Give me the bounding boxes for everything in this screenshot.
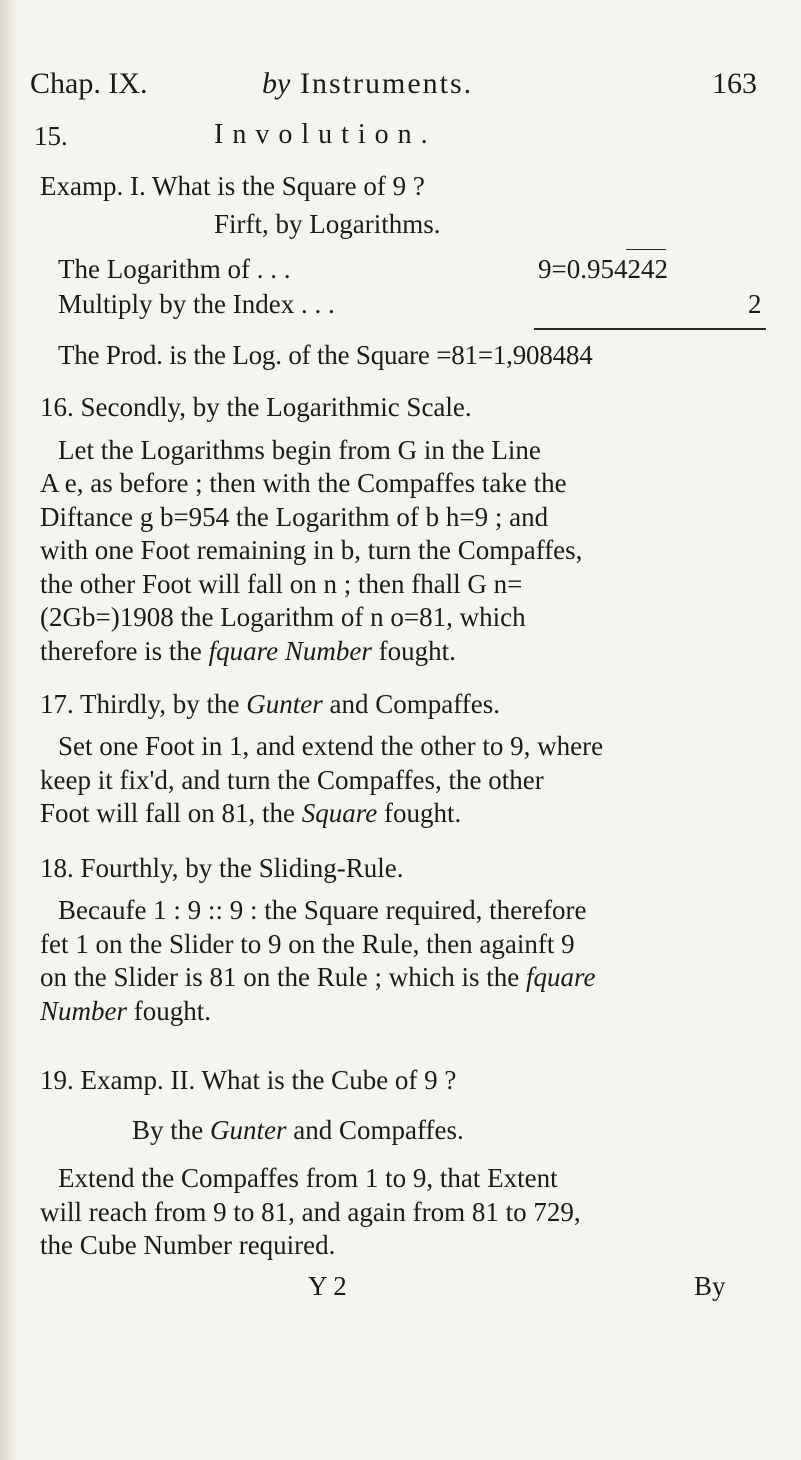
page-number: 163 [712, 67, 757, 100]
section16-line: (2Gb=)1908 the Logarithm of n o=81, which [40, 602, 526, 632]
section16-line: A e, as before ; then with the Compaffes take the [40, 468, 567, 498]
section16-heading: 16. Secondly, by the Logarithmic Scale. [40, 392, 472, 422]
section16-last-pre: therefore is the [40, 636, 202, 666]
section17-line: keep it fix'd, and turn the Compaffes, the other [40, 765, 544, 795]
example1-result: The Prod. is the Log. of the Square =81=1,908484 [58, 340, 593, 370]
section19-line: the Cube Number required. [40, 1230, 336, 1260]
section18-line3 [40, 961, 595, 993]
section17-heading-post: and Compaffes. [329, 689, 500, 719]
section16-last-post: fought. [378, 636, 456, 666]
section19-sub-pre: By the [132, 1115, 204, 1145]
section17-line: Set one Foot in 1, and extend the other to 9, where [58, 731, 604, 761]
catchword: By [694, 1271, 726, 1301]
section16-line: Let the Logarithms begin from G in the Line [58, 435, 541, 465]
running-header-chapter: Chap. IX. [30, 67, 148, 100]
section16-last-italic: fquare Number [208, 636, 372, 666]
sum-rule [534, 328, 766, 330]
section19-sub-post: and Compaffes. [293, 1115, 464, 1145]
section17-last-line [40, 797, 461, 829]
signature-mark: Y 2 [308, 1271, 347, 1301]
section18-line4-post: fought. [133, 996, 211, 1026]
section-number-15: 15. [34, 121, 68, 151]
section17-last-post: fought. [383, 798, 462, 828]
section19-line: will reach from 9 to 81, and again from 81 to 729, [40, 1197, 581, 1227]
section17-last-italic: Square [301, 798, 378, 828]
section19-heading: 19. Examp. II. What is the Cube of 9 ? [40, 1065, 457, 1095]
section18-line4 [40, 995, 211, 1027]
section18-line3-pre: on the Slider is 81 on the Rule ; which is the [40, 962, 520, 992]
section17-heading-italic: Gunter [246, 689, 323, 719]
section19-subhead [132, 1114, 464, 1146]
page-gutter-shadow [0, 0, 18, 1460]
section17-last-pre: Foot will fall on 81, the [40, 798, 295, 828]
section18-line: Becaufe 1 : 9 :: 9 : the Square required, therefore [58, 895, 587, 925]
section-title: Involution. [214, 119, 437, 150]
section19-sub-italic: Gunter [210, 1115, 287, 1145]
section17-heading [40, 688, 500, 720]
section18-line: fet 1 on the Slider to 9 on the Rule, then againft 9 [40, 929, 575, 959]
example1-subhead: Firft, by Logarithms. [214, 209, 441, 239]
running-header-by: by [262, 67, 291, 100]
section18-line4-italic: Number [40, 996, 127, 1026]
section16-line: Diftance g b=954 the Logarithm of b h=9 ; and [40, 502, 549, 532]
example1-row1-label: The Logarithm of . . . [58, 254, 291, 284]
section16-line: with one Foot remaining in b, turn the Compaffes, [40, 535, 583, 565]
section17-heading-pre: 17. Thirdly, by the [40, 689, 240, 719]
section16-last-line [40, 635, 456, 667]
short-rule [626, 249, 666, 250]
section18-heading: 18. Fourthly, by the Sliding-Rule. [40, 853, 404, 883]
example1-row1-value: 9=0.954242 [538, 254, 668, 284]
example1-question: Examp. I. What is the Square of 9 ? [40, 171, 425, 201]
section18-line3-italic: fquare [525, 962, 596, 992]
running-header-title: Instruments. [300, 67, 474, 100]
example1-row2-value: 2 [748, 289, 762, 319]
section16-line: the other Foot will fall on n ; then fhall G n= [40, 569, 523, 599]
section19-line: Extend the Compaffes from 1 to 9, that Extent [58, 1163, 558, 1193]
example1-row2-label: Multiply by the Index . . . [58, 289, 335, 319]
